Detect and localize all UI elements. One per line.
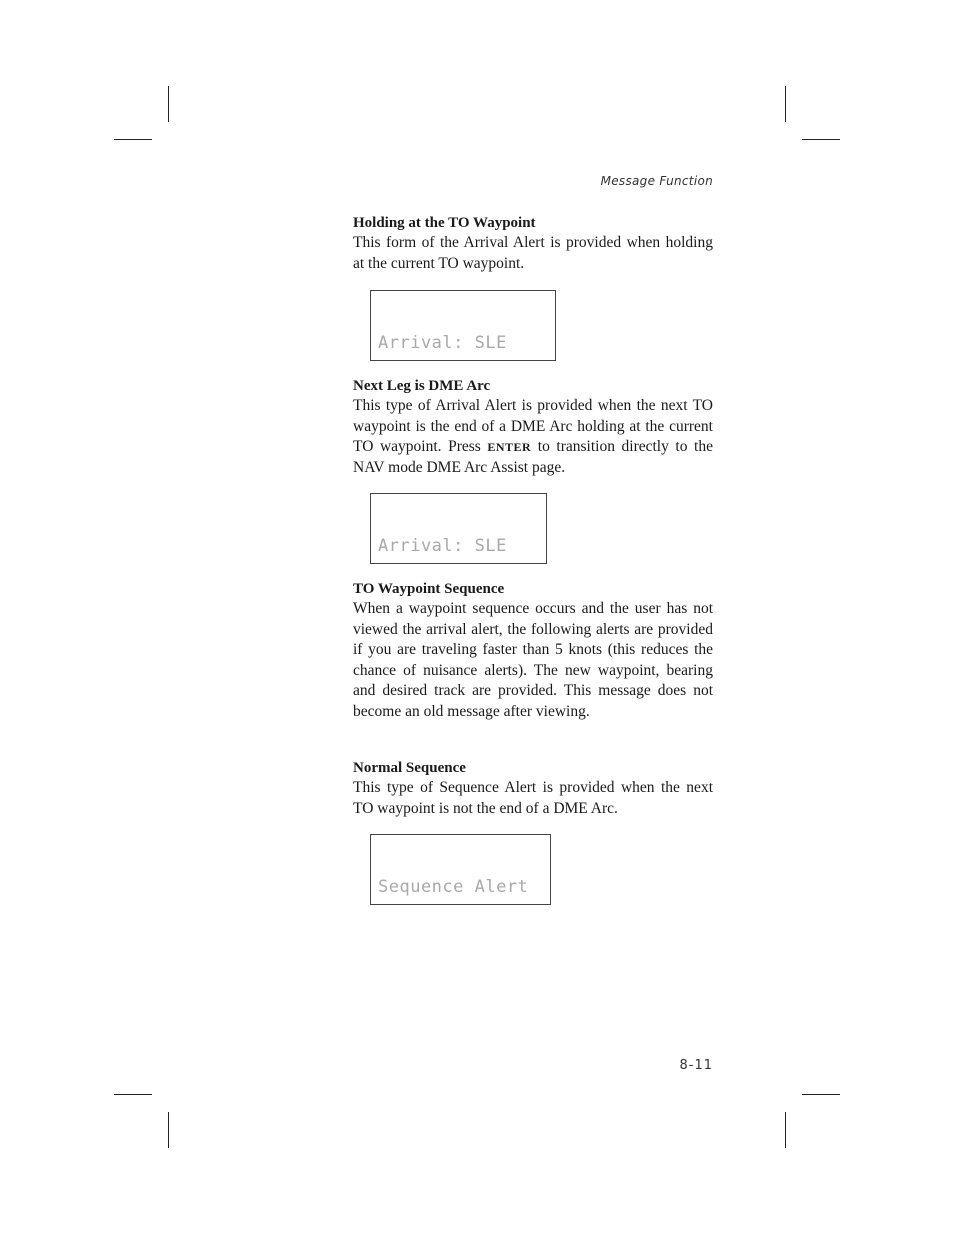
lcd-line-1: Sequence Alert — [378, 877, 529, 897]
crop-mark-top-right-horizontal — [802, 139, 840, 140]
lcd-screen-holding — [370, 290, 556, 361]
section-dme-arc — [353, 376, 713, 478]
section-body: When a waypoint sequence occurs and the user has not viewed the arrival alert, the following alerts are provided if you are traveling faster than 5 knots (this reduces the chance of nuisance alerts). The new waypoint, bearing and desired track are provided. This message does not become an old message after viewing. — [353, 600, 713, 720]
section-heading: TO Waypoint Sequence — [353, 581, 505, 597]
section-body-start: This type of Arrival Alert is provided when the next TO waypoint is the end of a DME Arc holding at the current TO waypoint. Press — [353, 397, 713, 455]
crop-mark-bottom-left-vertical — [168, 1112, 169, 1148]
section-holding — [353, 213, 713, 274]
section-waypoint-sequence — [353, 579, 713, 722]
section-normal-sequence — [353, 758, 713, 819]
crop-mark-bottom-right-vertical — [785, 1112, 786, 1148]
section-heading: Holding at the TO Waypoint — [353, 215, 536, 231]
lcd-screen-sequence — [370, 834, 551, 905]
running-header: Message Function — [600, 174, 713, 188]
section-heading: Next Leg is DME Arc — [353, 378, 491, 394]
section-body: This type of Sequence Alert is provided when the next TO waypoint is not the end of a DME Arc. — [353, 779, 713, 817]
lcd-line-1: Arrival: SLE — [378, 333, 507, 353]
crop-mark-top-right-vertical — [785, 86, 786, 122]
crop-mark-top-left-horizontal — [114, 139, 152, 140]
lcd-line-1: Arrival: SLE — [378, 536, 507, 556]
crop-mark-bottom-right-horizontal — [802, 1094, 840, 1095]
section-heading: Normal Sequence — [353, 760, 466, 776]
section-body — [353, 396, 713, 478]
crop-mark-top-left-vertical — [168, 86, 169, 122]
section-body-end: to transition directly to the NAV mode DME Arc Assist page. — [353, 438, 713, 476]
enter-key-label: ENTER — [487, 440, 532, 454]
page-number: 8-11 — [679, 1058, 713, 1073]
crop-mark-bottom-left-horizontal — [114, 1094, 152, 1095]
section-body: This form of the Arrival Alert is provided when holding at the current TO waypoint. — [353, 234, 713, 272]
lcd-screen-dme-arc — [370, 493, 547, 564]
